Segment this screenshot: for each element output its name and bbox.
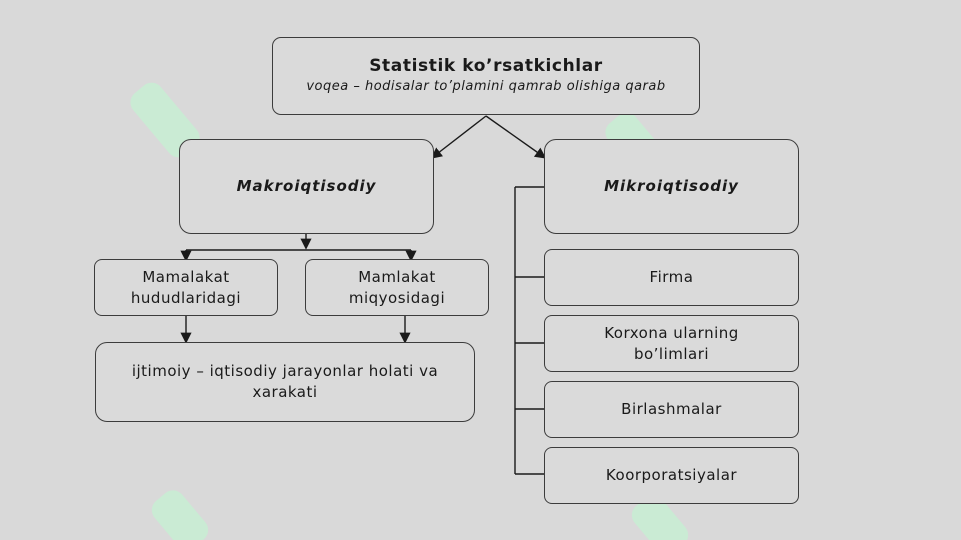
macro-result-label: ijtimoiy – iqtisodiy jarayonlar holati va xarakati (131, 362, 439, 401)
micro-child-label: Koorporatsiyalar (605, 466, 738, 484)
micro-child-firm (544, 249, 799, 306)
arrow-root-to-micro (486, 116, 544, 157)
root-title: Statistik ko’rsatkichlar (369, 55, 603, 76)
macro-child-label: Mamalakat hududlaridagi (130, 267, 242, 307)
macro-result-node (95, 342, 475, 422)
micro-child-corporations (544, 447, 799, 504)
root-node (272, 37, 700, 115)
macro-label: Makroiqtisodiy (236, 177, 377, 195)
root-subtitle: voqea – hodisalar to’plamini qamrab olishiga qarab (306, 79, 666, 95)
macro-child-label: Mamlakat miqyosidagi (348, 267, 446, 307)
macro-child-country (305, 259, 489, 316)
micro-child-enterprise (544, 315, 799, 372)
micro-node (544, 139, 799, 234)
micro-child-label: Korxona ularning bo’limlari (604, 323, 739, 363)
micro-child-associations (544, 381, 799, 438)
micro-label: Mikroiqtisodiy (604, 177, 739, 195)
micro-child-label: Birlashmalar (621, 400, 722, 418)
micro-child-label: Firma (649, 268, 694, 286)
macro-node (179, 139, 434, 234)
arrow-root-to-macro (433, 116, 486, 157)
macro-child-regions (94, 259, 278, 316)
